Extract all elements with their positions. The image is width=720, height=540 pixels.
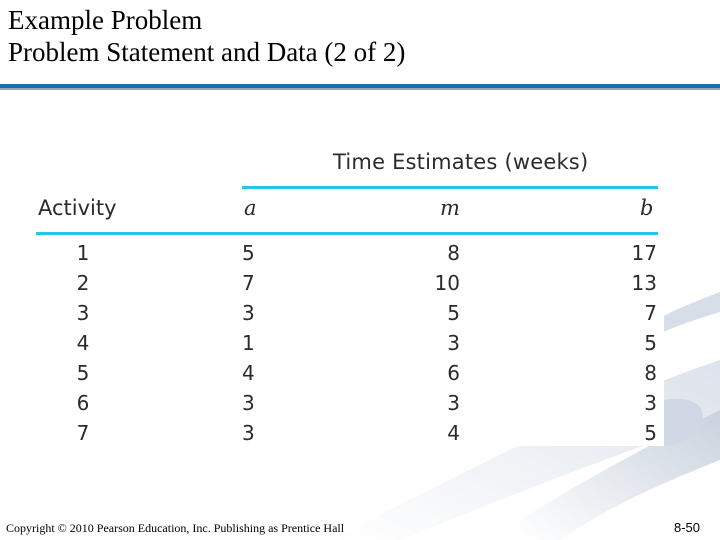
m-cell: 8 (447, 241, 460, 265)
m-cell: 3 (447, 331, 460, 355)
a-cell: 7 (242, 271, 255, 295)
a-cell: 4 (242, 361, 255, 385)
b-cell: 5 (644, 421, 657, 445)
table-row (36, 328, 658, 358)
activity-cell: 2 (76, 271, 90, 295)
activity-cell: 3 (76, 301, 90, 325)
m-cell: 4 (447, 421, 460, 445)
activity-cell: 7 (76, 421, 90, 445)
b-cell: 5 (644, 331, 657, 355)
a-cell: 3 (242, 391, 255, 415)
header-rule (36, 232, 658, 235)
activity-cell: 4 (76, 331, 90, 355)
column-header-a: a (244, 196, 257, 220)
b-cell: 17 (631, 241, 657, 265)
column-header-activity: Activity (38, 196, 117, 220)
a-cell: 3 (242, 301, 255, 325)
activity-cell: 6 (76, 391, 90, 415)
time-estimates-table (36, 144, 664, 446)
b-cell: 8 (644, 361, 657, 385)
title-rule-shadow (0, 88, 720, 90)
activity-cell: 1 (76, 241, 90, 265)
a-cell: 1 (242, 331, 255, 355)
column-header-m: m (440, 196, 460, 220)
table-row (36, 388, 658, 418)
b-cell: 7 (644, 301, 657, 325)
a-cell: 3 (242, 421, 255, 445)
column-header-b: b (640, 196, 654, 220)
table-row (36, 238, 658, 268)
b-cell: 3 (644, 391, 657, 415)
page-number: 8-50 (673, 520, 700, 535)
title-line-1: Example Problem (8, 5, 203, 35)
table-row (36, 418, 658, 448)
group-header: Time Estimates (weeks) (333, 150, 589, 174)
copyright-notice: Copyright © 2010 Pearson Education, Inc. Publishing as Prentice Hall (6, 521, 345, 535)
table-row (36, 268, 658, 298)
m-cell: 3 (447, 391, 460, 415)
activity-cell: 5 (76, 361, 90, 385)
a-cell: 5 (242, 241, 255, 265)
m-cell: 5 (447, 301, 460, 325)
b-cell: 13 (631, 271, 657, 295)
group-header-rule (242, 186, 658, 189)
m-cell: 6 (447, 361, 460, 385)
m-cell: 10 (434, 271, 460, 295)
table-row (36, 298, 658, 328)
slide-title (8, 4, 405, 68)
table-row (36, 358, 658, 388)
title-line-2: Problem Statement and Data (2 of 2) (8, 37, 406, 67)
